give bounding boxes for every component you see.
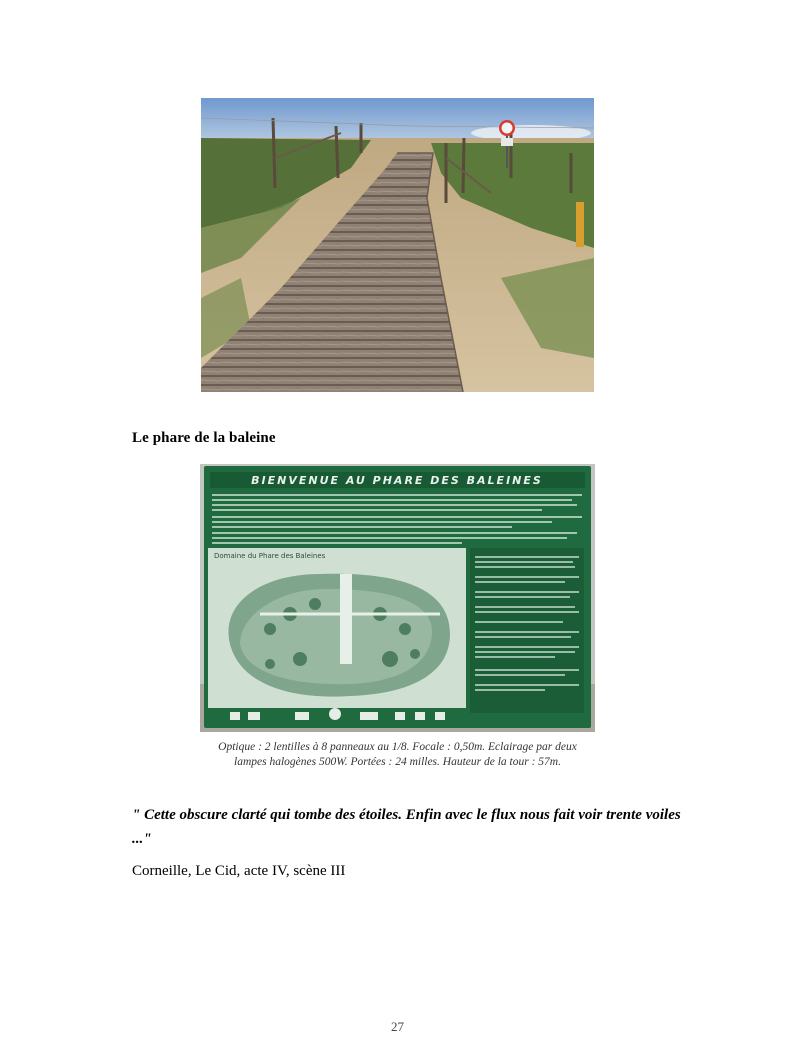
sign-title: BIENVENUE AU PHARE DES BALEINES — [251, 474, 543, 487]
page-number: 27 — [391, 1019, 404, 1034]
quote-attribution: Corneille, Le Cid, acte IV, scène III — [132, 863, 346, 879]
photo-caption — [200, 740, 595, 770]
caption-line-1: Optique : 2 lentilles à 8 panneaux au 1/8. Focale : 0,50m. Eclairage par deux — [218, 741, 577, 753]
sign-map-label: Domaine du Phare des Baleines — [214, 552, 326, 560]
lighthouse-sign-photo — [200, 464, 595, 732]
quote-text: " Cette obscure clarté qui tombe des étoiles. Enfin avec le flux nous fait voir trente voiles ..." — [132, 807, 681, 847]
caption-line-2: lampes halogènes 500W. Portées : 24 milles. Hauteur de la tour : 57m. — [234, 756, 561, 768]
boardwalk-photo — [201, 98, 594, 392]
section-heading: Le phare de la baleine — [132, 430, 276, 446]
